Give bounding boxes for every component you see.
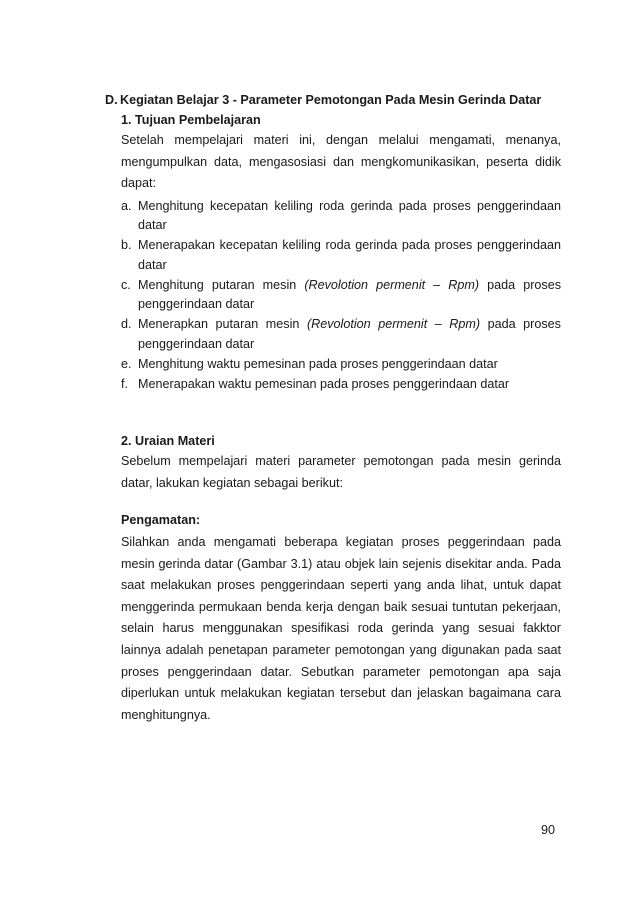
list-item-text-end: pada proses penggerindaan datar — [138, 317, 561, 352]
list-item-text: Menerapakan kecepatan keliling roda gerinda pada proses penggerindaan datar — [138, 238, 561, 272]
list-item-text: Menghitung kecepatan keliling roda gerinda pada proses penggerindaan datar — [138, 198, 561, 233]
list-marker: a. — [121, 198, 132, 213]
list-item-text: Menerapkan putaran mesin — [138, 317, 307, 332]
list-item — [121, 315, 561, 355]
list-item — [121, 375, 561, 395]
list-item — [121, 236, 561, 276]
page-number: 90 — [541, 823, 556, 837]
list-item — [121, 197, 561, 237]
tujuan-block — [121, 112, 561, 394]
list-marker: f. — [121, 376, 128, 391]
uraian-intro: Sebelum mempelajari materi parameter pemotongan pada mesin gerinda datar, lakukan kegiatan sebagai berikut: — [121, 454, 561, 490]
list-item — [121, 355, 561, 375]
list-marker: e. — [121, 356, 132, 371]
section-title: Kegiatan Belajar 3 - Parameter Pemotongan Pada Mesin Gerinda Datar — [120, 93, 542, 107]
section-letter: D. — [105, 93, 118, 107]
tujuan-intro: Setelah mempelajari materi ini, dengan melalui mengamati, menanya, mengumpulkan data, mengasosiasi dan mengkomunikasikan, peserta didik dapat: — [121, 133, 561, 190]
list-marker: b. — [121, 238, 132, 253]
list-item-text: Menerapakan waktu pemesinan pada proses penggerindaan datar — [138, 376, 510, 391]
list-item-text: Menghitung putaran mesin — [138, 277, 305, 292]
section-heading — [105, 92, 575, 108]
list-item — [121, 276, 561, 316]
uraian-heading: 2. Uraian Materi — [121, 434, 215, 448]
tujuan-list — [121, 197, 561, 395]
pengamatan-heading: Pengamatan: — [121, 513, 201, 527]
list-item-text: Menghitung waktu pemesinan pada proses penggerindaan datar — [138, 356, 498, 371]
tujuan-heading: 1. Tujuan Pembelajaran — [121, 113, 261, 127]
uraian-block — [121, 433, 561, 494]
list-item-text-end: pada proses penggerindaan datar — [138, 277, 562, 312]
pengamatan-block — [121, 512, 561, 726]
list-marker: d. — [121, 317, 132, 332]
list-item-italic: (Revolotion permenit – Rpm) — [306, 317, 481, 332]
pengamatan-body: Silahkan anda mengamati beberapa kegiatan proses peggerindaan pada mesin gerinda datar (Gambar 3.1) atau objek lain sejenis disekitar anda. Pada saat melakukan proses penggerindaan seperti yang anda lihat, untuk dapat menggerinda permukaan benda kerja dengan baik sesuai tuntutan pekerjaan, selain harus menggunakan spesifikasi roda gerinda yang sesuai fakktor lainnya adalah penetapan parameter pemotongan yang digunakan pada saat proses penggerindaan datar. Sebutkan parameter pemotongan apa saja diperlukan untuk melakukan kegiatan tersebut dan jelaskan bagaimana cara menghitungnya. — [121, 535, 561, 722]
list-marker: c. — [121, 277, 131, 292]
list-item-italic: (Revolotion permenit – Rpm) — [304, 277, 480, 292]
